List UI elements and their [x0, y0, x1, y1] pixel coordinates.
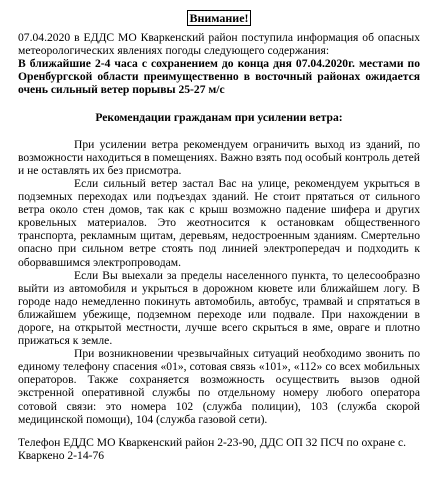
title-text: Внимание!	[189, 11, 249, 25]
section-title: Рекомендации гражданам при усилении ветра:	[95, 110, 343, 124]
footer-contacts: Телефон ЕДДС МО Кваркенский район 2-23-90, ДДС ОП 32 ПСЧ по охране с. Кваркено 2-14-76	[18, 435, 406, 462]
paragraph-4: При возникновении чрезвычайных ситуаций необходимо звонить по единому телефону спасения «01», сотовая связь «101», «112» со всех мобильных операторов. Также сохраняется возможность осуществить вызов одной экстренной оперативной службы по отдельному номеру любого оператора сотовой связи: это номера 102 (служба полиции), 103 (служба скорой медицинской помощи), 104 (служба газовой сети).	[18, 347, 420, 426]
intro-text: 07.04.2020 в ЕДДС МО Кваркенский район поступила информация об опасных метеорологических явлениях погоды следующего содержания:	[18, 31, 420, 58]
paragraph-3: Если Вы выехали за пределы населенного пункта, то целесообразно выйти из автомобиля и укрыться в дорожном кювете или ближайшем логу. В городе надо немедленно покинуть автомобиль, автобус, трамвай и спрятаться в ближайшем убежище, подземном переходе или подвале. При нахождении в дороге, на открытой местности, лучше всего скрыться в яме, овраге и плотно прижаться к земле.	[18, 268, 420, 348]
paragraph-2: Если сильный ветер застал Вас на улице, рекомендуем укрыться в подземных переходах или подъездах зданий. Не стоит прятаться от сильного ветра около стен домов, так как с крыш возможно падение шифера и других кровельных материалов. Это жеотносится к остановкам общественного транспорта, рекламным щитам, деревьям, недостроенным зданиям. Смертельно опасно при сильном ветре стоять под линией электропередач и подходить к оборвавшимся электропроводам.	[18, 176, 420, 269]
document-title	[18, 12, 420, 25]
warning-text: В ближайшие 2-4 часа с сохранением до конца дня 07.04.2020г. местами по Оренбургской области преимущественно в восточный районах ожидается очень сильный ветер порывы 25-27 м/с	[18, 57, 420, 97]
paragraph-1: При усилении ветра рекомендуем ограничить выход из зданий, по возможности находиться в помещениях. Важно взять под особый контроль детей и не оставлять их без присмотра.	[18, 137, 420, 177]
